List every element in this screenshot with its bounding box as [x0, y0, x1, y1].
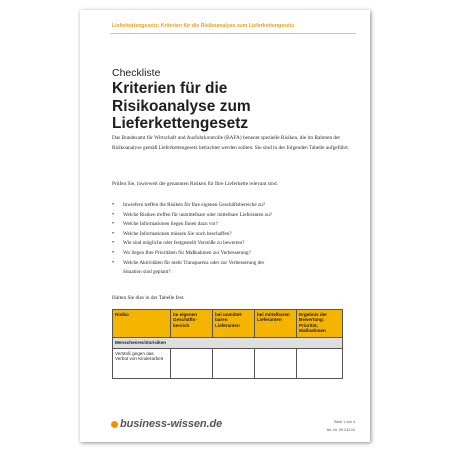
list-item	[112, 201, 352, 211]
table-cell-indirect-suppliers[interactable]	[255, 349, 297, 379]
list-item	[112, 249, 352, 259]
list-item	[112, 239, 352, 249]
question-text: Wo liegen Ihre Prioritäten für Maßnahmen zur Verbesserung?	[123, 249, 251, 256]
column-header-indirect-suppliers: bei mittelbaren Lieferanten	[255, 310, 297, 338]
list-item	[112, 259, 352, 278]
table-section-row	[113, 338, 343, 349]
list-item	[112, 211, 352, 221]
intro-paragraph: Das Bundesamt für Wirtschaft und Ausfuhrkontrolle (BAFA) benennt spezielle Risiken, die im Rahmen der Risikoanalyse gemäß Lieferkettengesetz betrachtet werden sollten. Sie sind in der folgenden Tabelle aufgeführt.	[112, 135, 350, 151]
table-intro: Halten Sie dies in der Tabelle fest.	[112, 295, 185, 301]
running-header: Lieferkettengesetz: Kriterien für die Risikoanalyse zum Lieferkettengesetz	[112, 23, 295, 29]
question-text: Welche Informationen liegen Ihnen dazu vor?	[123, 221, 219, 228]
section-label: Menschenrechtsrisiken	[113, 338, 343, 349]
instruction-paragraph: Prüfen Sie, inwieweit die genannten Risiken für Ihre Lieferkette relevant sind.	[112, 181, 278, 187]
document-page	[80, 10, 370, 442]
page-number: Seite 1 von 4	[334, 420, 355, 424]
column-header-assessment: Ergebnis der Bewertung: Priorität, Maßnahmen	[297, 310, 343, 338]
logo-dot-icon	[111, 421, 118, 428]
column-header-direct-suppliers: bei unmittel-baren Lieferanten	[213, 310, 255, 338]
document-title: Kriterien für die Risikoanalyse zum Lieferkettengesetz	[112, 80, 251, 132]
column-header-own-business: im eigenen Geschäfts-bereich	[171, 310, 213, 338]
risk-table	[112, 309, 343, 379]
table-cell-own-business[interactable]	[171, 349, 213, 379]
bullet-icon: •	[112, 249, 115, 256]
header-divider	[110, 33, 356, 34]
bullet-icon: •	[112, 202, 115, 208]
question-text: Welche Informationen müssen Sie noch beschaffen?	[123, 230, 232, 237]
brand-logo	[111, 418, 222, 430]
list-item	[112, 230, 352, 240]
bullet-icon: •	[112, 259, 115, 266]
question-list	[112, 201, 352, 278]
logo-text: business-wissen.de	[120, 418, 223, 430]
table-cell-assessment[interactable]	[297, 349, 343, 379]
table-row	[113, 349, 343, 379]
document-kicker: Checkliste	[112, 67, 161, 79]
article-number: Art.-Nr. 99.243.04	[326, 428, 355, 432]
table-cell-direct-suppliers[interactable]	[213, 349, 255, 379]
bullet-icon: •	[112, 221, 115, 228]
question-text: Inwiefern treffen die Risiken für Ihre eigenen Geschäftsbereiche zu?	[123, 202, 266, 208]
bullet-icon: •	[112, 211, 115, 218]
question-text: Wie sind mögliche oder festgestellt Verstöße zu bewerten?	[123, 240, 245, 247]
table-cell-risk: Verstoß gegen das Verbot von Kinderarbeit	[113, 349, 171, 379]
table-header-row	[113, 310, 343, 338]
question-text: Welche Aktivitäten für mehr Transparenz oder zur Verbesserung der Situation sind geplant?	[123, 259, 265, 276]
column-header-risk: Risiko	[113, 310, 171, 338]
bullet-icon: •	[112, 240, 115, 247]
list-item	[112, 220, 352, 230]
question-text: Welche Risiken treffen für unmittelbare oder mittelbare Lieferanten zu?	[123, 211, 272, 218]
bullet-icon: •	[112, 230, 115, 237]
